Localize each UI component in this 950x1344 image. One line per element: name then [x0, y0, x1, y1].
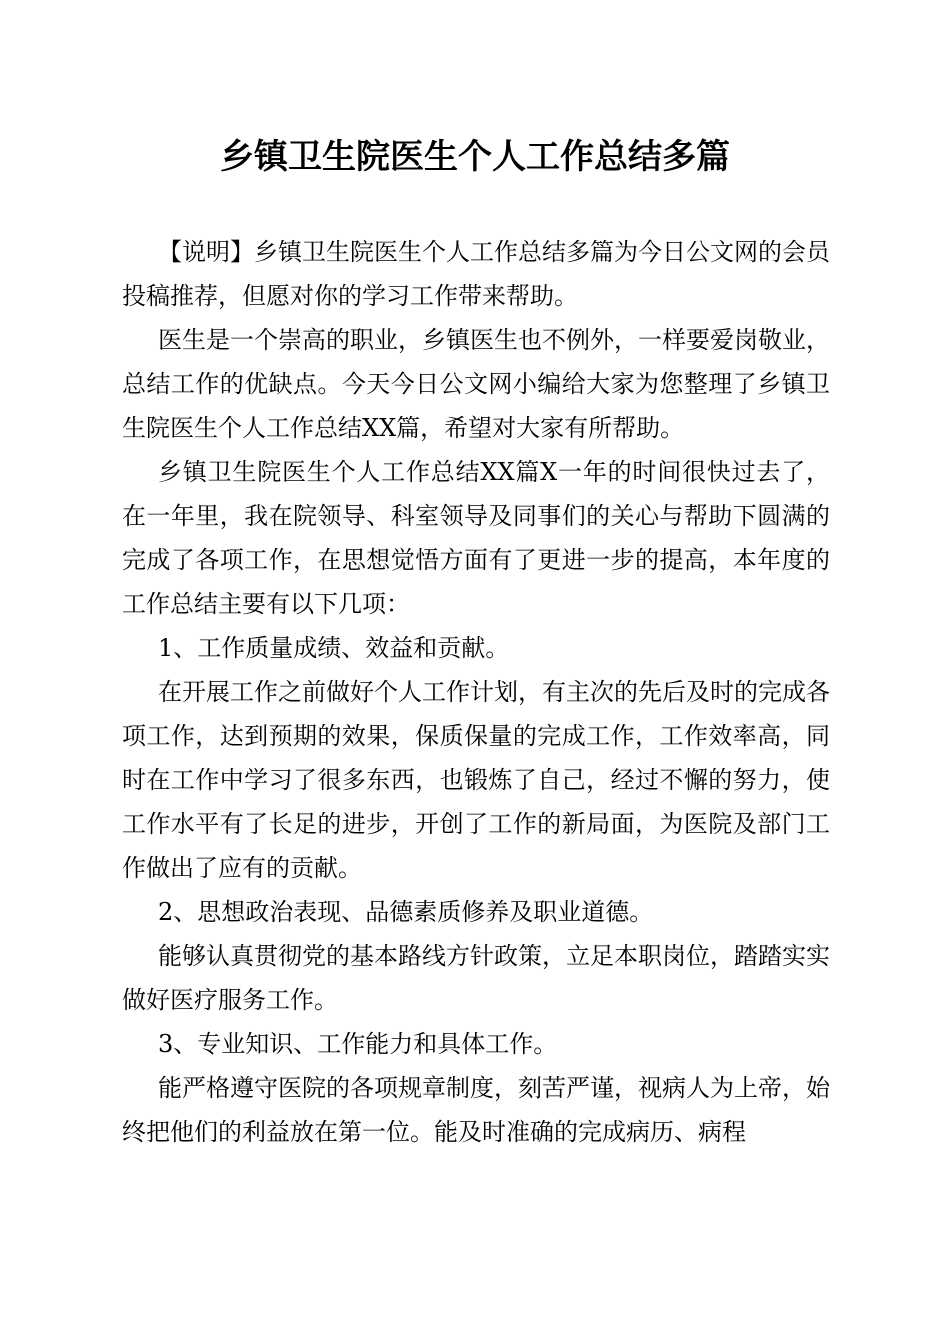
document-body [122, 230, 830, 1154]
document-title: 乡镇卫生院医生个人工作总结多篇 [220, 137, 730, 177]
section-heading-2: 2、思想政治表现、品德素质修养及职业道德。 [158, 898, 654, 926]
section-heading-1: 1、工作质量成绩、效益和贡献。 [158, 634, 510, 662]
paragraph-summary-opening: 乡镇卫生院医生个人工作总结XX篇X一年的时间很快过去了，在一年里，我在院领导、科室领导及同事们的关心与帮助下圆满的完成了各项工作，在思想觉悟方面有了更进一步的提高，本年度的工作总结主要有以下几项： [122, 458, 830, 618]
paragraph-section-1: 在开展工作之前做好个人工作计划，有主次的先后及时的完成各项工作，达到预期的效果，保质保量的完成工作，工作效率高，同时在工作中学习了很多东西，也锻炼了自己，经过不懈的努力，使工作水平有了长足的进步，开创了工作的新局面，为医院及部门工作做出了应有的贡献。 [122, 678, 830, 882]
paragraph-section-3: 能严格遵守医院的各项规章制度，刻苦严谨，视病人为上帝，始终把他们的利益放在第一位。能及时准确的完成病历、病程 [122, 1074, 830, 1146]
paragraph-section-2: 能够认真贯彻党的基本路线方针政策，立足本职岗位，踏踏实实做好医疗服务工作。 [122, 942, 830, 1014]
paragraph-note: 【说明】乡镇卫生院医生个人工作总结多篇为今日公文网的会员投稿推荐，但愿对你的学习工作带来帮助。 [122, 238, 830, 310]
paragraph-intro: 医生是一个崇高的职业，乡镇医生也不例外，一样要爱岗敬业，总结工作的优缺点。今天今日公文网小编给大家为您整理了乡镇卫生院医生个人工作总结XX篇，希望对大家有所帮助。 [122, 326, 830, 442]
section-heading-3: 3、专业知识、工作能力和具体工作。 [158, 1030, 558, 1058]
